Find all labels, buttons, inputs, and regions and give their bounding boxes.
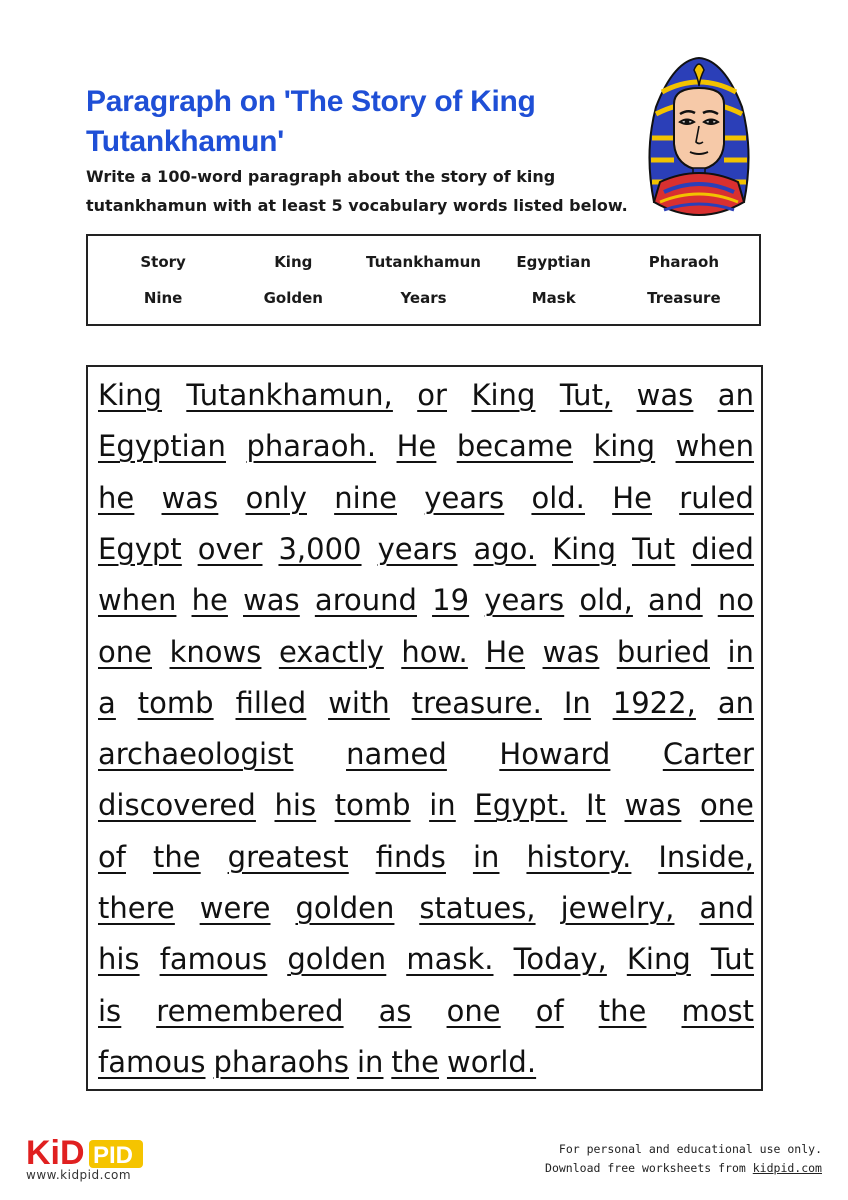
paragraph-box [86,365,763,1091]
paragraph-line [98,837,754,877]
paragraph-word: around [314,583,417,618]
paragraph-word: there [98,891,175,925]
paragraph-word: years [377,531,458,566]
paragraph-word: mask. [406,942,494,977]
paragraph-word: filled [235,685,307,720]
instructions-line-2: tutankhamun with at least 5 vocabulary words listed below. [86,196,628,215]
paragraph-word: years [484,583,565,618]
paragraph-word: nine [334,480,397,515]
paragraph-word: of [535,993,564,1028]
paragraph-word: died [691,531,754,566]
paragraph-word: the [153,839,201,874]
paragraph-word: his [98,942,140,977]
vocab-word: Treasure [647,289,721,307]
paragraph-line [98,939,754,979]
paragraph-word: an [717,685,754,720]
paragraph-word: old. [531,480,585,515]
paragraph-word: was [243,583,300,618]
paragraph-word: tomb [137,685,214,720]
vocab-word: Pharaoh [648,253,720,271]
paragraph-word: pharaohs [213,1044,349,1079]
paragraph-word: how. [401,634,468,669]
svg-text:PID: PID [93,1142,134,1169]
paragraph-word: King [626,942,691,977]
paragraph-word: Inside, [658,839,754,874]
footer-note-line-1: For personal and educational use only. [558,1142,822,1156]
footer-note-line-2 [545,1159,822,1178]
paragraph-word: only [245,480,307,515]
paragraph-word: the [391,1044,439,1079]
paragraph-word: one [98,634,152,669]
paragraph-line [98,888,754,928]
paragraph-word: It [585,788,606,823]
paragraph-word: famous [159,942,268,977]
paragraph-word: He [396,429,437,464]
paragraph-word: with [328,685,390,720]
paragraph-word: King [471,378,536,412]
paragraph-word: one [699,788,754,823]
paragraph-word: golden [295,891,395,925]
vocab-word: Nine [143,289,183,307]
paragraph-line [98,529,754,569]
svg-text:KiD: KiD [26,1134,85,1172]
paragraph-word: in [429,788,456,823]
paragraph-word: became [456,429,573,464]
paragraph-word: were [199,891,271,925]
paragraph-line [98,478,754,518]
vocab-word: King [274,253,313,271]
paragraph-word: Egypt [98,531,182,566]
paragraph-word: discovered [98,788,256,823]
paragraph-word: treasure. [411,685,542,720]
paragraph-word: was [624,788,682,823]
paragraph-word: one [446,993,501,1028]
paragraph-word: Egypt. [474,788,568,823]
instructions-line-1: Write a 100-word paragraph about the story of king [86,167,556,186]
vocabulary-box [86,234,761,326]
paragraph-word: Tut, [559,378,613,412]
paragraph-word: He [612,480,652,515]
paragraph-word: 3,000 [278,531,362,566]
paragraph-word: years [424,480,505,515]
footer-link[interactable]: kidpid.com [752,1161,822,1175]
paragraph-word: world. [446,1044,537,1079]
paragraph-word: was [161,480,219,515]
paragraph-word: is [98,993,122,1028]
paragraph-word: history. [526,839,632,874]
paragraph-word: named [346,737,447,772]
paragraph-line [98,1042,754,1082]
paragraph-line [98,375,754,415]
paragraph-word: tomb [334,788,411,823]
paragraph-word: greatest [227,839,349,874]
paragraph-word: Carter [662,737,754,772]
instructions [86,162,646,220]
paragraph-word: in [356,1044,384,1079]
paragraph-word: golden [287,942,387,977]
paragraph-line [98,632,754,672]
paragraph-word: Howard [499,737,611,772]
paragraph-word: in [727,634,754,669]
paragraph-word: king [593,429,656,464]
worksheet-title-line-1: Paragraph on 'The Story of King [86,85,536,118]
paragraph-word: King [552,531,617,566]
paragraph-line [98,580,754,620]
paragraph-word: was [542,634,600,669]
paragraph-word: an [717,378,754,412]
paragraph-word: when [675,429,754,464]
paragraph-line [98,734,754,774]
paragraph-word: Tut [632,531,676,566]
paragraph-word: Egyptian [98,429,226,464]
paragraph-line [98,426,754,466]
paragraph-line [98,991,754,1031]
paragraph-word: ago. [473,531,537,566]
paragraph-word: in [472,839,500,874]
footer-website[interactable]: www.kidpid.com [26,1168,132,1182]
paragraph-word: remembered [156,993,344,1028]
vocab-word: Mask [531,289,576,307]
kidpid-logo [26,1132,146,1172]
paragraph-word: ruled [679,480,754,515]
vocab-word: Story [140,253,186,271]
paragraph-word: his [274,788,317,823]
paragraph-word: 1922, [612,685,696,720]
paragraph-word: over [197,531,263,566]
paragraph-word: buried [616,634,710,669]
pharaoh-mask-icon [634,52,764,222]
paragraph-word: Today, [513,942,607,977]
paragraph-word: no [717,583,754,618]
paragraph-word: archaeologist [98,737,294,772]
paragraph-word: most [681,993,754,1028]
paragraph-word: 19 [432,583,470,618]
paragraph-word: finds [375,839,446,874]
paragraph-word: famous [98,1044,206,1079]
paragraph-word: he [98,480,135,515]
paragraph-word: he [191,583,228,618]
paragraph-word: a [98,685,116,720]
vocab-word: Years [400,289,447,307]
paragraph-word: Tut [710,942,754,977]
paragraph-word: or [417,378,447,412]
paragraph-word: Tutankhamun, [186,378,393,412]
paragraph-word: as [378,993,412,1028]
footer-note [545,1140,822,1178]
worksheet-title-line-2: Tutankhamun' [86,125,284,158]
vocab-word: Golden [263,289,323,307]
paragraph-word: He [485,634,526,669]
paragraph-word: exactly [278,634,384,669]
paragraph-word: knows [169,634,262,669]
paragraph-word: jewelry, [560,891,675,925]
paragraph-word: In [563,685,591,720]
paragraph-word: and [699,891,754,925]
paragraph-word: statues, [419,891,536,925]
paragraph-word: of [98,839,126,874]
vocab-word: Tutankhamun [365,253,481,271]
paragraph-word: old, [579,583,633,618]
paragraph-word: pharaoh. [246,429,377,464]
paragraph-line [98,683,754,723]
worksheet-title [86,82,606,162]
paragraph-word: and [648,583,703,618]
footer-note-prefix: Download free worksheets from [545,1161,753,1175]
paragraph-word: when [98,583,177,618]
paragraph-word: King [98,378,162,412]
paragraph-word: was [636,378,694,412]
vocab-word: Egyptian [516,253,591,271]
paragraph-line [98,785,754,825]
paragraph-word: the [598,993,647,1028]
